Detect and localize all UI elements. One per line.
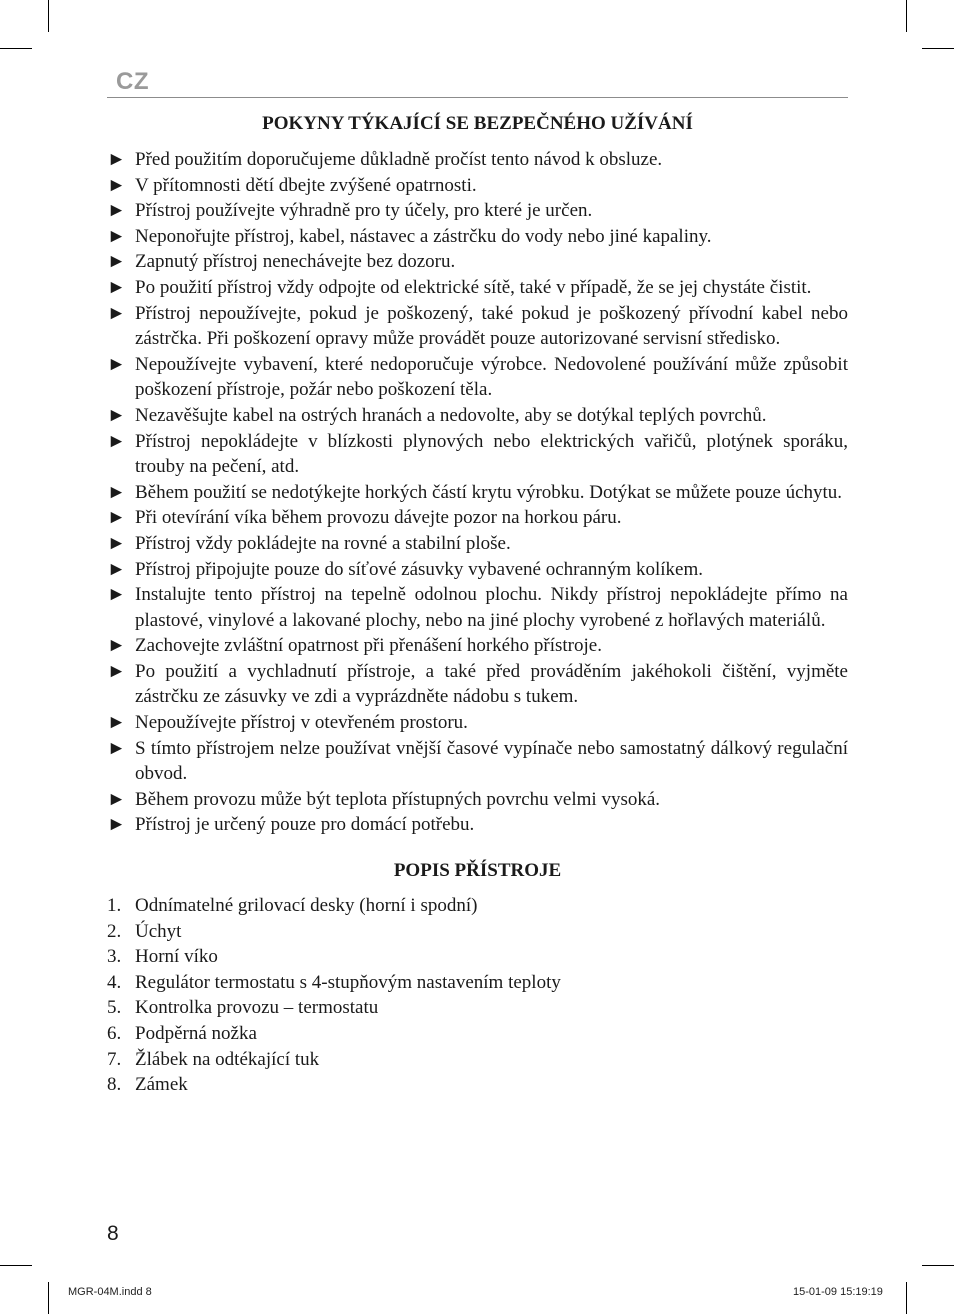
safety-item [107, 147, 848, 173]
item-number: 7. [107, 1048, 122, 1070]
safety-item-text: Nezavěšujte kabel na ostrých hranách a nedovolte, aby se dotýkal teplých povrchů. [135, 404, 767, 426]
crop-mark [0, 1265, 32, 1266]
item-number: 1. [107, 895, 122, 917]
language-code: CZ [116, 68, 149, 95]
page-number: 8 [107, 1222, 119, 1245]
safety-item [107, 812, 848, 838]
safety-item-text: Nepoužívejte přístroj v otevřeném prostoru. [135, 712, 468, 734]
part-item-text: Horní víko [135, 946, 218, 968]
safety-item-text: Přístroj nepoužívejte, pokud je poškozený, také pokud je poškozený přívodní kabel nebo zástrčka. Při poškození opravy může provádět pouze autorizované servisní středisko. [135, 302, 848, 350]
safety-item-text: Instalujte tento přístroj na tepelně odolnou plochu. Nikdy přístroj nepokládejte přímo na plastové, vinylové a lakované plochy, nebo na jiné plochy vyrobené z hořlavých materiálů. [135, 584, 848, 631]
footer-file: MGR-04M.indd 8 [68, 1286, 152, 1298]
part-item [107, 944, 848, 970]
safety-item-text: Přístroj připojujte pouze do síťové zásuvky vybavené ochranným kolíkem. [135, 558, 703, 580]
description-heading: POPIS PŘÍSTROJE [393, 860, 562, 882]
bullet-arrow-icon: ► [107, 737, 126, 759]
part-item [107, 1072, 848, 1098]
bullet-arrow-icon: ► [107, 251, 126, 273]
part-item [107, 995, 848, 1021]
item-number: 5. [107, 997, 122, 1019]
bullet-arrow-icon: ► [107, 404, 126, 426]
bullet-arrow-icon: ► [107, 712, 126, 734]
page-content [107, 111, 848, 1098]
safety-item-text: S tímto přístrojem nelze používat vnější časové vypínače nebo samostatný dálkový regulační obvod. [135, 737, 848, 785]
safety-item [107, 275, 848, 301]
safety-item [107, 531, 848, 557]
part-item [107, 1021, 848, 1047]
safety-item [107, 633, 848, 659]
crop-mark [906, 1282, 907, 1314]
crop-mark [922, 48, 954, 49]
safety-item [107, 173, 848, 199]
bullet-arrow-icon: ► [107, 430, 126, 452]
safety-item [107, 505, 848, 531]
header-rule [107, 97, 848, 98]
part-item-text: Regulátor termostatu s 4-stupňovým nastavením teploty [135, 971, 561, 993]
bullet-arrow-icon: ► [107, 584, 126, 606]
safety-item [107, 198, 848, 224]
safety-item-text: Zapnutý přístroj nenechávejte bez dozoru. [135, 251, 456, 273]
safety-heading: POKYNY TÝKAJÍCÍ SE BEZPEČNÉHO UŽÍVÁNÍ [262, 113, 693, 134]
safety-item-text: Po použití a vychladnutí přístroje, a také před prováděním jakéhokoli čištění, vyjměte zástrčku ze zásuvky ve zdi a vyprázdněte nádobu s tukem. [135, 660, 848, 708]
safety-item [107, 659, 848, 710]
safety-item [107, 557, 848, 583]
bullet-arrow-icon: ► [107, 558, 126, 580]
part-item-text: Podpěrná nožka [135, 1023, 257, 1044]
bullet-arrow-icon: ► [107, 814, 126, 836]
part-item-text: Odnímatelné grilovací desky (horní i spodní) [135, 895, 478, 917]
item-number: 8. [107, 1074, 122, 1096]
bullet-arrow-icon: ► [107, 788, 126, 810]
safety-item [107, 429, 848, 480]
item-number: 6. [107, 1023, 122, 1044]
safety-item-text: Přístroj nepokládejte v blízkosti plynových nebo elektrických vařičů, plotýnek sporáku, trouby na pečení, atd. [135, 430, 848, 478]
safety-item [107, 582, 848, 633]
bullet-arrow-icon: ► [107, 302, 126, 324]
crop-mark [0, 48, 32, 49]
safety-item-text: Během použití se nedotýkejte horkých částí krytu výrobku. Dotýkat se můžete pouze úchytu. [135, 481, 843, 503]
part-item-text: Žlábek na odtékající tuk [135, 1048, 320, 1070]
safety-item [107, 736, 848, 787]
bullet-arrow-icon: ► [107, 149, 126, 170]
bullet-arrow-icon: ► [107, 507, 126, 529]
bullet-arrow-icon: ► [107, 174, 126, 196]
safety-item-text: Přístroj je určený pouze pro domácí potřebu. [135, 814, 475, 836]
safety-item-text: Přístroj používejte výhradně pro ty účely, pro které je určen. [135, 200, 593, 222]
bullet-arrow-icon: ► [107, 635, 126, 657]
safety-item [107, 249, 848, 275]
safety-item-text: Během provozu může být teplota přístupných povrchu velmi vysoká. [135, 788, 661, 810]
safety-list [107, 147, 848, 838]
safety-item [107, 480, 848, 506]
safety-item-text: Zachovejte zvláštní opatrnost při přenášení horkého přístroje. [135, 635, 602, 657]
item-number: 4. [107, 971, 122, 993]
safety-item-text: V přítomnosti dětí dbejte zvýšené opatrnosti. [135, 174, 477, 196]
crop-mark [906, 0, 907, 32]
safety-item-text: Při otevírání víka během provozu dávejte pozor na horkou páru. [135, 507, 622, 529]
safety-item-text: Nepoužívejte vybavení, které nedoporučuje výrobce. Nedovolené používání může způsobit poškození přístroje, požár nebo poškození těla. [135, 353, 848, 401]
crop-mark [48, 0, 49, 32]
bullet-arrow-icon: ► [107, 200, 126, 222]
item-number: 2. [107, 920, 122, 942]
safety-item-text: Přístroj vždy pokládejte na rovné a stabilní ploše. [135, 532, 511, 554]
safety-item [107, 224, 848, 250]
part-item-text: Kontrolka provozu – termostatu [135, 997, 379, 1019]
bullet-arrow-icon: ► [107, 276, 126, 298]
part-item [107, 919, 848, 945]
part-item [107, 970, 848, 996]
safety-item-text: Před použitím doporučujeme důkladně pročíst tento návod k obsluze. [135, 149, 663, 170]
part-item-text: Zámek [135, 1074, 188, 1096]
part-item [107, 1047, 848, 1073]
safety-item [107, 787, 848, 813]
part-item [107, 893, 848, 919]
safety-item-text: Neponořujte přístroj, kabel, nástavec a zástrčku do vody nebo jiné kapaliny. [135, 225, 712, 247]
item-number: 3. [107, 946, 122, 968]
bullet-arrow-icon: ► [107, 660, 126, 682]
bullet-arrow-icon: ► [107, 353, 126, 375]
bullet-arrow-icon: ► [107, 225, 126, 247]
safety-item [107, 352, 848, 403]
safety-item [107, 710, 848, 736]
parts-list [107, 893, 848, 1098]
bullet-arrow-icon: ► [107, 481, 126, 503]
crop-mark [922, 1265, 954, 1266]
part-item-text: Úchyt [135, 920, 182, 942]
safety-item [107, 301, 848, 352]
crop-mark [48, 1282, 49, 1314]
safety-item-text: Po použití přístroj vždy odpojte od elektrické sítě, také v případě, že se jej chystáte čistit. [135, 276, 812, 298]
safety-item [107, 403, 848, 429]
footer-date: 15-01-09 15:19:19 [793, 1286, 883, 1298]
bullet-arrow-icon: ► [107, 532, 126, 554]
